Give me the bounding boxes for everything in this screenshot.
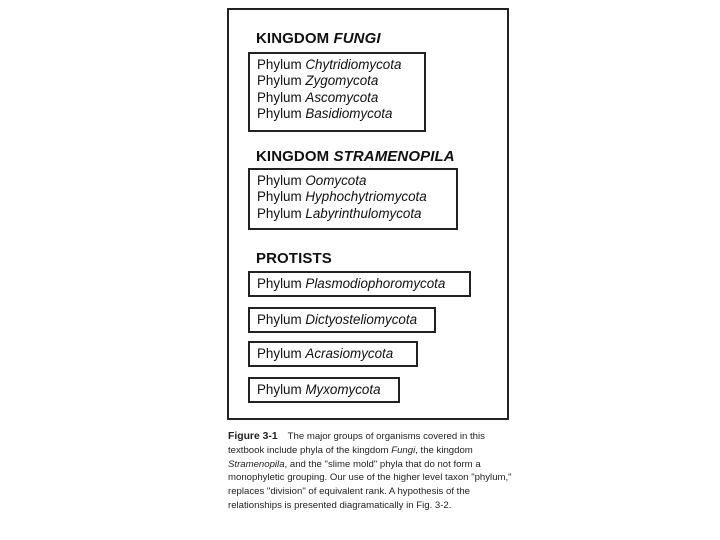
- protist-phylum-box: [248, 307, 436, 333]
- heading-protists: [256, 250, 332, 267]
- caption-italic-fungi: Fungi: [391, 444, 416, 456]
- phylum-row: [257, 90, 424, 106]
- phylum-prefix: Phylum: [257, 57, 302, 72]
- heading-name: STRAMENOPILA: [333, 148, 455, 165]
- phylum-name: Zygomycota: [305, 73, 379, 89]
- phylum-row: [257, 382, 398, 398]
- phylum-row: [257, 57, 424, 73]
- protist-phylum-box: [248, 377, 400, 403]
- phylum-prefix: Phylum: [257, 73, 302, 89]
- phylum-prefix: Phylum: [257, 276, 302, 291]
- phylum-prefix: Phylum: [257, 346, 302, 361]
- heading-prefix: PROTISTS: [256, 250, 332, 267]
- phylum-prefix: Phylum: [257, 312, 302, 327]
- heading-prefix: KINGDOM: [256, 30, 330, 47]
- phylum-name: Labyrinthulomycota: [305, 205, 422, 221]
- phylum-name: Ascomycota: [305, 89, 379, 105]
- phylum-prefix: Phylum: [257, 173, 302, 188]
- heading-name: FUNGI: [333, 30, 381, 47]
- phylum-prefix: Phylum: [257, 106, 302, 122]
- phylum-row: [257, 189, 456, 205]
- phylum-row: [257, 173, 456, 189]
- heading-kingdom-fungi: [256, 30, 381, 47]
- phylum-name: Acrasiomycota: [305, 346, 394, 361]
- phylum-prefix: Phylum: [257, 205, 302, 221]
- phylum-name: Chytridiomycota: [305, 57, 402, 72]
- phylum-prefix: Phylum: [257, 382, 302, 397]
- phylum-name: Oomycota: [305, 173, 367, 188]
- caption-text: , and the "slime mold" phyla that do not form a monophyletic grouping. Our use of the higher level taxon "phylum," replaces "division" of equivalent rank. A hypothesis of the relationships is presented diagramatically in Fig. 3-2.: [228, 458, 512, 511]
- phylum-name: Myxomycota: [305, 382, 381, 397]
- fungi-phyla-box: [248, 52, 426, 132]
- phylum-prefix: Phylum: [257, 189, 302, 205]
- caption-italic-stramenopila: Stramenopila: [228, 458, 285, 470]
- phylum-row: [257, 312, 434, 328]
- phylum-row: [257, 206, 456, 222]
- caption-text: The major groups of organisms covered in this textbook include phyla of the kingdom: [228, 431, 485, 456]
- phylum-name: Hyphochytriomycota: [305, 189, 427, 205]
- phylum-name: Plasmodiophoromycota: [305, 276, 446, 291]
- phylum-name: Basidiomycota: [305, 106, 393, 122]
- phylum-row: [257, 276, 469, 292]
- figure-label: Figure 3-1: [228, 431, 278, 442]
- protist-phylum-box: [248, 341, 418, 367]
- stramenopila-phyla-box: [248, 168, 458, 230]
- phylum-name: Dictyosteliomycota: [305, 312, 418, 327]
- heading-prefix: KINGDOM: [256, 148, 330, 165]
- phylum-row: [257, 106, 424, 122]
- phylum-row: [257, 346, 416, 362]
- phylum-row: [257, 73, 424, 89]
- phylum-prefix: Phylum: [257, 89, 302, 105]
- caption-text: , the kingdom: [415, 444, 473, 456]
- figure-caption: [228, 430, 512, 513]
- heading-kingdom-stramenopila: [256, 148, 455, 165]
- protist-phylum-box: [248, 271, 471, 297]
